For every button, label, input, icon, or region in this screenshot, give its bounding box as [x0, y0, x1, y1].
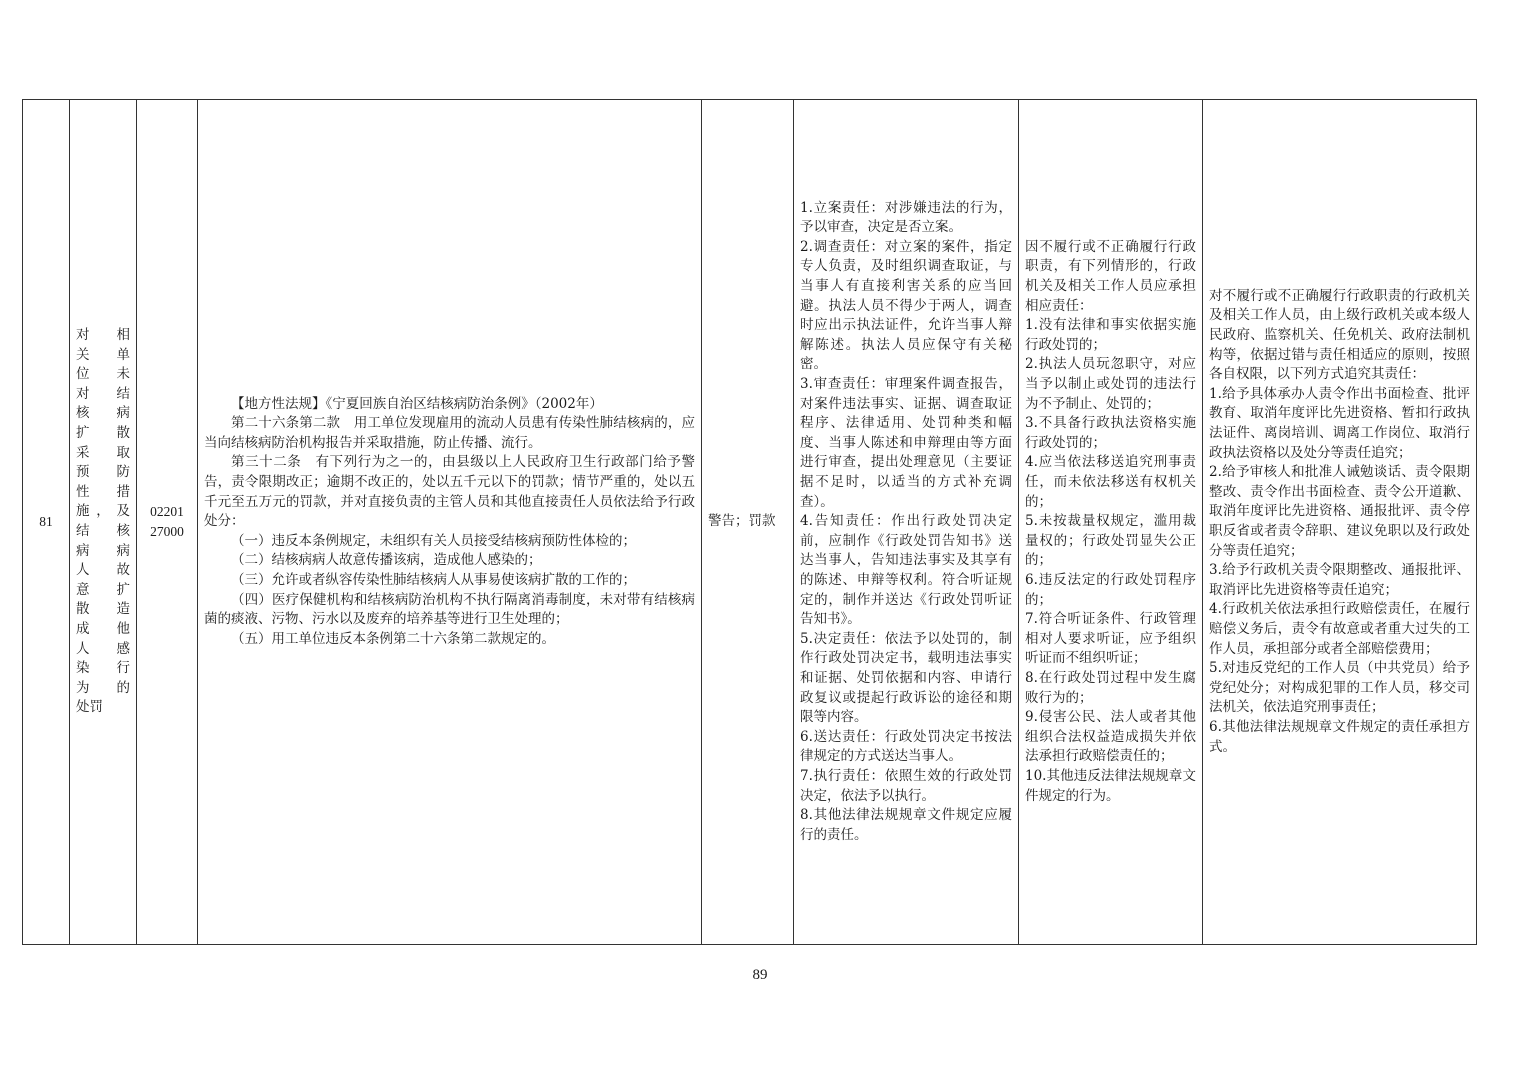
- item-name-line: 成 他: [76, 620, 130, 637]
- item-name-line: 结 核: [76, 523, 130, 539]
- accountability-situations-cell: [1019, 100, 1203, 945]
- method-item: 4.行政机关依法承担行政赔偿责任，在履行赔偿义务后，责令有故意或者重大过失的工作人员，承担部分或者全部赔偿费用；: [1209, 601, 1470, 657]
- method-item: 1.给予具体承办人责令作出书面检查、批评教育、取消年度评比先进资格、暂扣行政执法证件、离岗培训、调离工作岗位、取消行政执法资格以及处分等责任追究；: [1209, 385, 1470, 461]
- item-name-line: 人 感: [76, 640, 130, 657]
- item-name-line: 关 单: [76, 346, 130, 363]
- item-name-cell: [70, 100, 137, 945]
- item-name-line: 施，及: [76, 503, 130, 520]
- method-item: 2.给予审核人和批准人诫勉谈话、责令限期整改、责令作出书面检查、责令公开道歉、取消年度评比先进资格、通报批评、责令停职反省或者责令辞职、建议免职以及行政处分等责任追究；: [1209, 464, 1470, 559]
- method-item: 对不履行或不正确履行行政职责的行政机关及相关工作人员，由上级行政机关或本级人民政府、监察机关、任免机关、政府法制机构等，依据过错与责任相适应的原则，按照各自权限，以下列方式追究其责任：: [1209, 287, 1470, 383]
- item-name-line: 性 措: [76, 483, 130, 500]
- penalty-type: 警告；罚款: [702, 100, 794, 945]
- responsibility-item: 7.执行责任：依照生效的行政处罚决定，依法予以执行。: [800, 767, 1012, 804]
- situation-item: 因不履行或不正确履行行政职责，有下列情形的，行政机关及相关工作人员应承担相应责任：: [1025, 238, 1196, 314]
- item-name-line: 散 造: [76, 601, 130, 618]
- item-code-line-2: 27000: [150, 524, 184, 539]
- situation-item: 1.没有法律和事实依据实施行政处罚的；: [1025, 317, 1196, 353]
- responsibility-item: 4.告知责任：作出行政处罚决定前，应制作《行政处罚告知书》送达当事人，告知违法事实及其享有的陈述、申辩等权利。符合听证规定的，制作并送达《行政处罚听证告知书》。: [800, 513, 1012, 628]
- responsibility-item: 2.调查责任：对立案的案件，指定专人负责，及时组织调查取证，与当事人有直接利害关系的应当回避。执法人员不得少于两人，调查时应出示执法证件，允许当事人辩解陈述。执法人员应保守有关秘密。: [800, 238, 1012, 373]
- basis-clause-2: （二）结核病病人故意传播该病，造成他人感染的；: [231, 552, 542, 569]
- situation-item: 4.应当依法移送追究刑事责任，而未依法移送有权机关的；: [1025, 454, 1196, 510]
- situation-item: 2.执法人员玩忽职守，对应当予以制止或处罚的违法行为不予制止、处罚的；: [1025, 356, 1196, 412]
- basis-clause-1: （一）违反本条例规定，未组织有关人员接受结核病预防性体检的；: [231, 532, 636, 549]
- situation-item: 8.在行政处罚过程中发生腐败行为的；: [1025, 669, 1196, 706]
- item-code-cell: [137, 100, 198, 945]
- basis-clause-3: （三）允许或者纵容传染性肺结核病人从事易使该病扩散的工作的；: [231, 571, 636, 588]
- situation-item: 6.违反法定的行政处罚程序的；: [1025, 571, 1196, 608]
- table-row: [23, 100, 1477, 945]
- item-name-line: 扩 散: [76, 425, 130, 442]
- situation-item: 10.其他违反法律法规规章文件规定的行为。: [1025, 767, 1196, 804]
- item-code-line-1: 02201: [150, 504, 184, 520]
- accountability-methods-cell: [1203, 100, 1477, 945]
- basis-article-26: 第二十六条第二款 用工单位发现雇用的流动人员患有传染性肺结核病的，应当向结核病防治机构报告并采取措施，防止传播、流行。: [204, 415, 695, 451]
- item-name-line: 染 行: [76, 660, 130, 677]
- method-item: 5.对违反党纪的工作人员（中共党员）给予党纪处分；对构成犯罪的工作人员，移交司法机关，依法追究刑事责任；: [1209, 660, 1470, 716]
- row-number: 81: [23, 100, 70, 945]
- responsibility-item: 1.立案责任：对涉嫌违法的行为，予以审查，决定是否立案。: [800, 199, 1012, 236]
- basis-clause-5: （五）用工单位违反本条例第二十六条第二款规定的。: [231, 630, 555, 647]
- situation-item: 3.不具备行政执法资格实施行政处罚的；: [1025, 415, 1196, 451]
- item-name-line: 核 病: [76, 405, 130, 422]
- item-name-line: 对 结: [76, 385, 130, 402]
- responsibility-item: 5.决定责任：依法予以处罚的，制作行政处罚决定书，载明违法事实和证据、处罚依据和内容、申请行政复议或提起行政诉讼的途径和期限等内容。: [800, 630, 1012, 726]
- responsibility-item: 6.送达责任：行政处罚决定书按法律规定的方式送达当事人。: [800, 728, 1012, 765]
- situation-item: 5.未按裁量权规定，滥用裁量权的；行政处罚显失公正的；: [1025, 513, 1196, 569]
- item-name-line: 人 故: [76, 562, 130, 579]
- basis-article-32: 第三十二条 有下列行为之一的，由县级以上人民政府卫生行政部门给予警告，责令限期改正；逾期不改正的，处以五千元以下的罚款；情节严重的，处以五千元至五万元的罚款，并对直接负责的主管人员和其他直接责任人员依法给予行政处分：: [204, 454, 695, 530]
- penalty-table: [22, 99, 1477, 945]
- legal-basis-cell: [198, 100, 702, 945]
- item-name-line: 病 病: [76, 542, 130, 559]
- item-name: [76, 326, 130, 718]
- item-name-line: 采 取: [76, 444, 130, 461]
- situation-item: 9.侵害公民、法人或者其他组织合法权益造成损失并依法承担行政赔偿责任的；: [1025, 709, 1196, 765]
- item-name-line: 为 的: [76, 679, 130, 696]
- responsibility-item: 8.其他法律法规规章文件规定应履行的责任。: [800, 807, 1012, 843]
- method-item: 6.其他法律法规规章文件规定的责任承担方式。: [1209, 718, 1470, 755]
- basis-clause-4: （四）医疗保健机构和结核病防治机构不执行隔离消毒制度，未对带有结核病菌的痰液、污物、污水以及废弃的培养基等进行卫生处理的；: [204, 591, 695, 628]
- item-name-line: 预 防: [76, 464, 130, 481]
- item-name-line: 位 未: [76, 366, 130, 383]
- basis-title: 【地方性法规】《宁夏回族自治区结核病防治条例》（2002年）: [231, 395, 603, 412]
- item-name-line: 对 相: [76, 327, 130, 344]
- responsibility-cell: [794, 100, 1019, 945]
- item-name-line: 意 扩: [76, 581, 130, 598]
- responsibility-item: 3.审查责任：审理案件调查报告，对案件违法事实、证据、调查取证程序、法律适用、处罚种类和幅度、当事人陈述和申辩理由等方面进行审查，提出处理意见（主要证据不足时，以适当的方式补充调查）。: [800, 376, 1012, 510]
- method-item: 3.给予行政机关责令限期整改、通报批评、取消评比先进资格等责任追究；: [1209, 562, 1470, 598]
- item-name-line: 处罚: [76, 699, 103, 716]
- page-number: 89: [752, 967, 768, 983]
- situation-item: 7.符合听证条件、行政管理相对人要求听证，应予组织听证而不组织听证；: [1025, 611, 1196, 667]
